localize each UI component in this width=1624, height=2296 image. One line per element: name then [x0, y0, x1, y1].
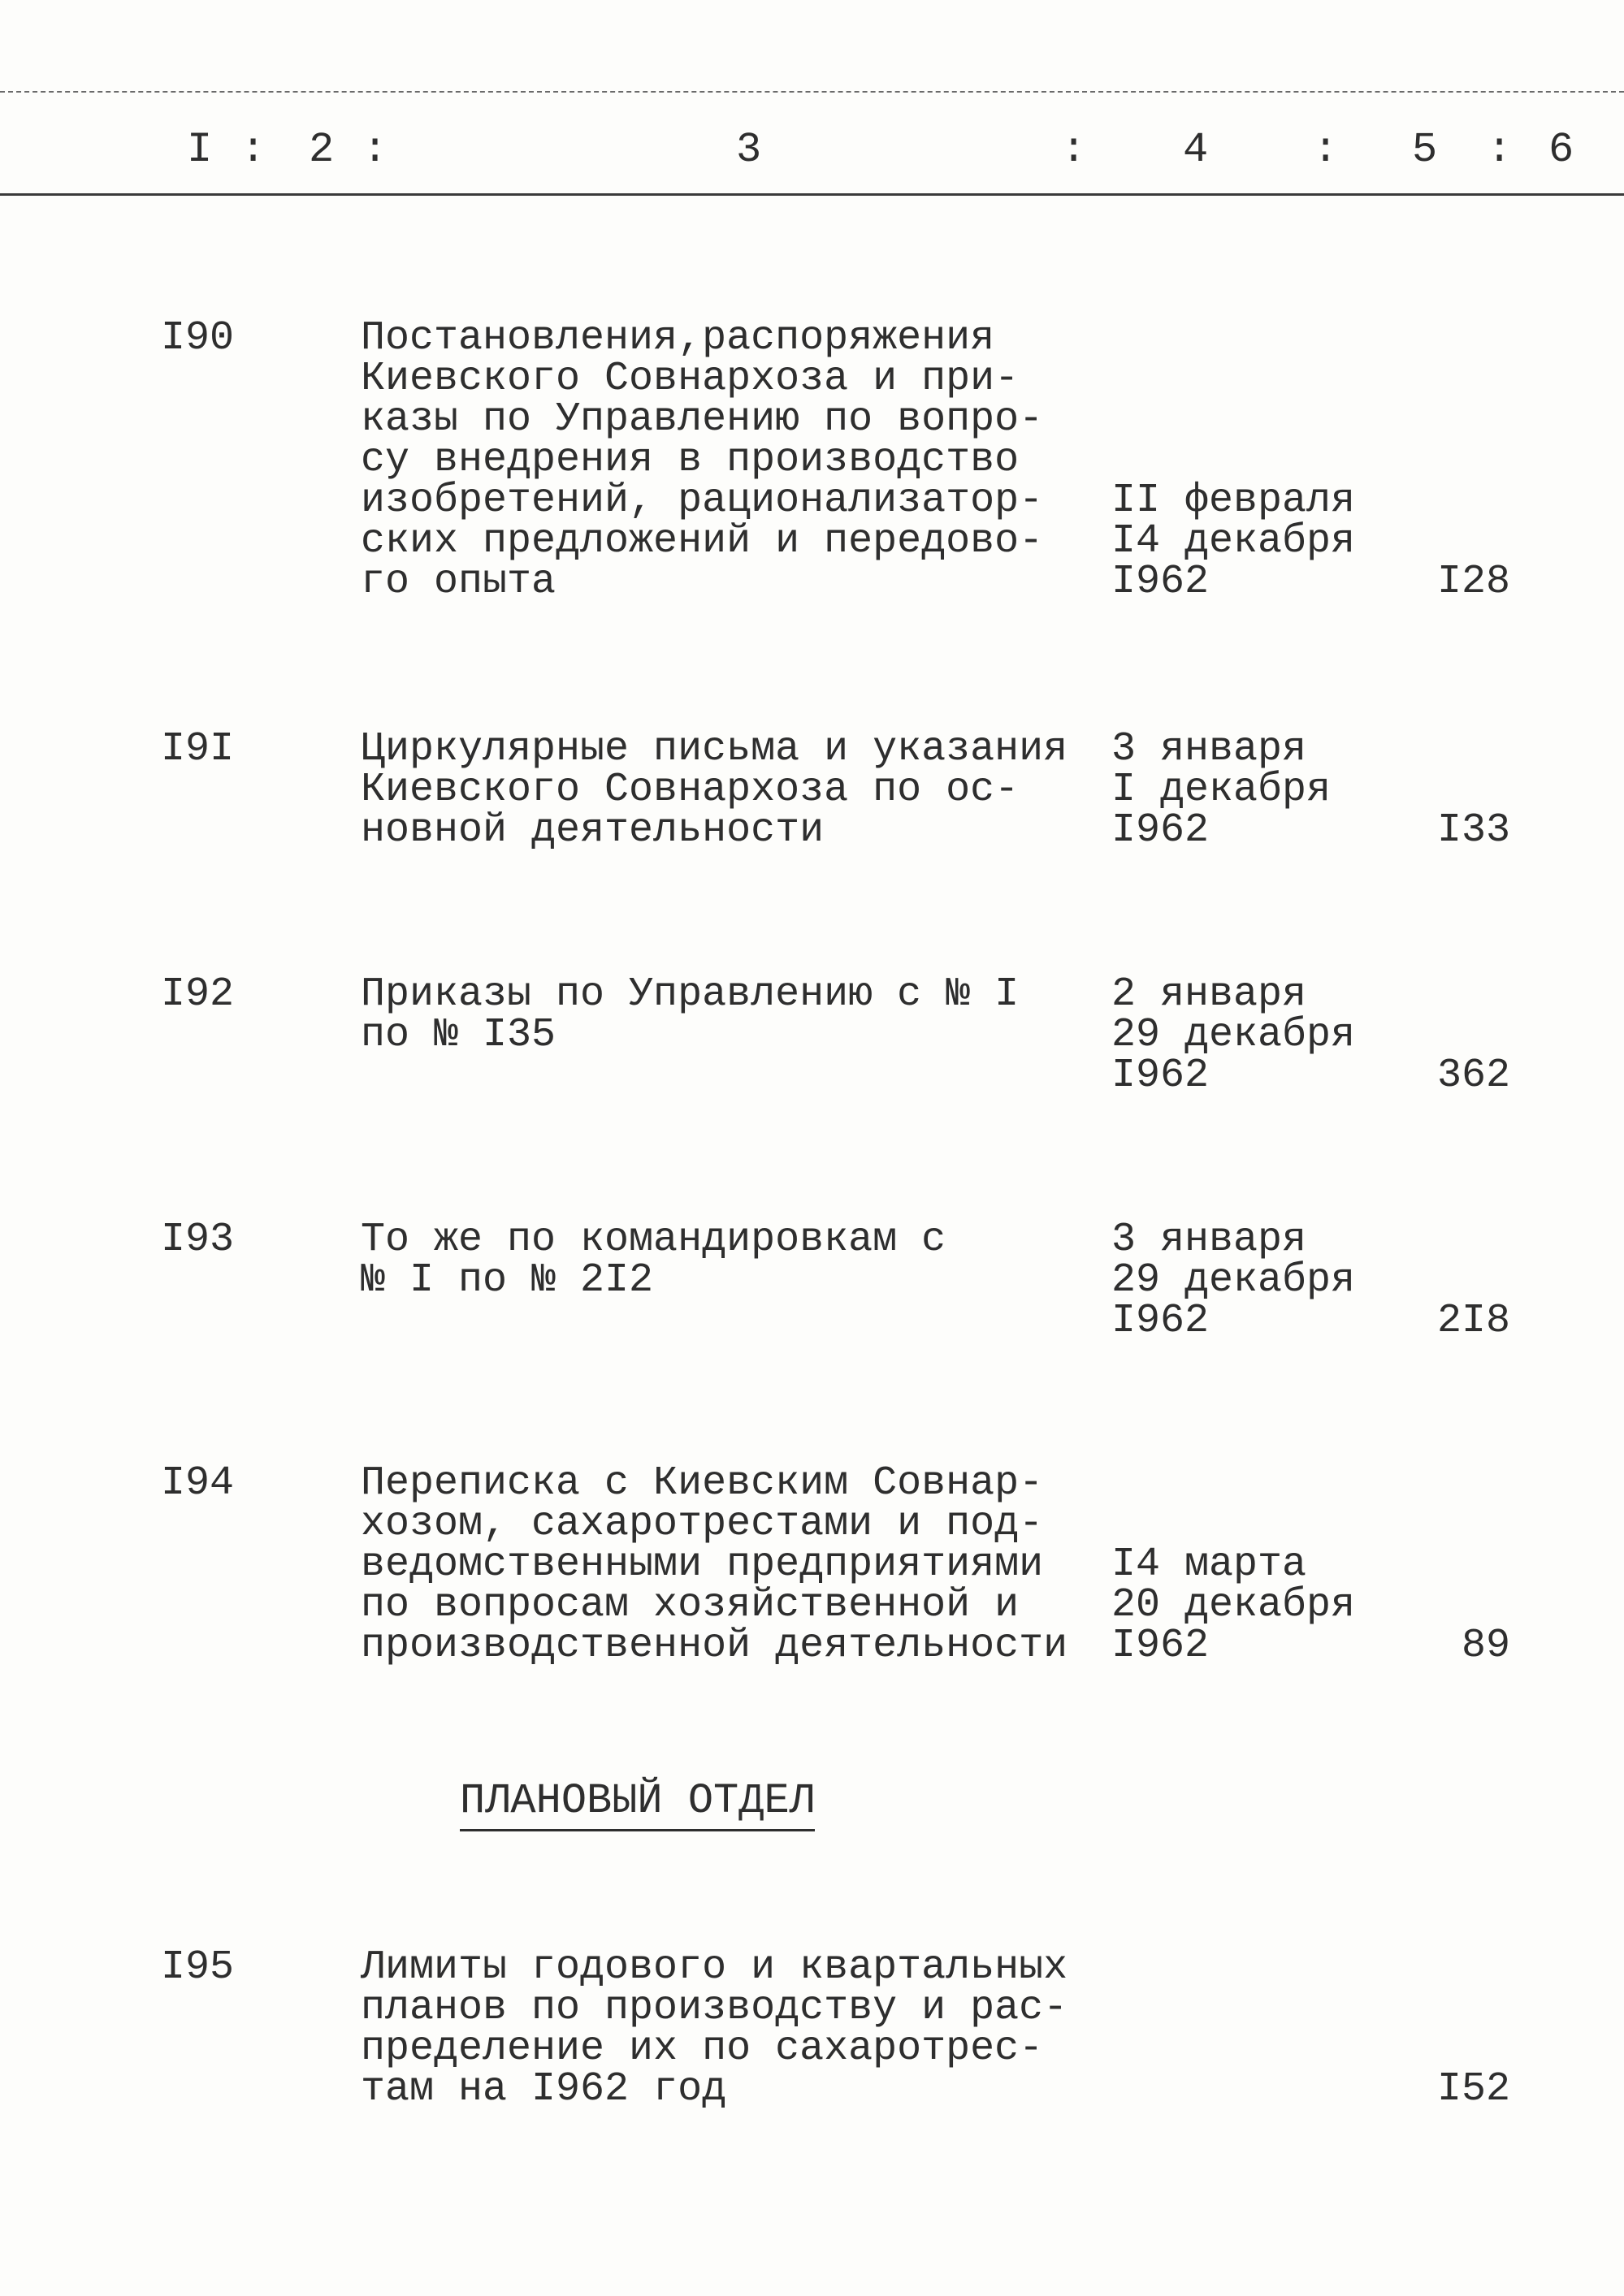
entry-title-line: Постановления,распоряжения — [361, 315, 995, 361]
entry-sheet-count: 89 — [1461, 1623, 1510, 1669]
column-separator: : — [1313, 126, 1339, 174]
column-separator: : — [240, 126, 266, 174]
entry-title-line: производственной деятельности — [361, 1623, 1068, 1669]
entry-date-start: 3 января — [1111, 726, 1307, 772]
entry-sheet-count: 362 — [1436, 1053, 1510, 1099]
entry-sheet-count: I28 — [1436, 559, 1510, 605]
column-header-3: 3 — [736, 126, 762, 174]
entry-date-end: 29 декабря — [1111, 1257, 1356, 1304]
column-header-1: I — [187, 126, 213, 174]
entry-number: I95 — [161, 1944, 235, 1991]
top-dashed-rule — [0, 91, 1624, 93]
entry-title-line: там на I962 год — [361, 2066, 727, 2112]
entry-title-line: изобретений, рационализатор- — [361, 478, 1044, 524]
entry-year: I962 — [1111, 1053, 1210, 1099]
entry-title-line: Циркулярные письма и указания — [361, 726, 1068, 772]
entry-title-line: по № I35 — [361, 1012, 556, 1058]
entry-date-start: I4 марта — [1111, 1541, 1307, 1588]
entry-date-start: 3 января — [1111, 1217, 1307, 1263]
column-header-6: 6 — [1548, 126, 1574, 174]
entry-title — [361, 1217, 1108, 1304]
entry-title-line: ских предложений и передово- — [361, 518, 1044, 564]
section-heading: ПЛАНОВЫЙ ОТДЕЛ — [460, 1777, 815, 1831]
entry-year: I962 — [1111, 1298, 1210, 1344]
entry-number: I9I — [161, 726, 235, 772]
entry-title-line: № I по № 2I2 — [361, 1257, 654, 1304]
entry-title — [361, 726, 1108, 854]
entry-title-line: ведомственными предприятиями — [361, 1541, 1044, 1588]
entry-title — [361, 971, 1108, 1058]
entry-sheet-count: I33 — [1436, 807, 1510, 854]
column-separator: : — [1487, 126, 1513, 174]
column-separator: : — [362, 126, 388, 174]
entry-title-line: Лимиты годового и квартальных — [361, 1944, 1068, 1991]
column-header-row — [0, 122, 1624, 179]
entry-title-line: Киевского Совнархоза по ос- — [361, 767, 1020, 813]
header-bottom-rule — [0, 193, 1624, 196]
column-header-4: 4 — [1183, 126, 1209, 174]
entry-title-line: хозом, сахаротрестами и под- — [361, 1501, 1044, 1547]
entry-sheet-count: I52 — [1436, 2066, 1510, 2112]
entry-title-line: планов по производству и рас- — [361, 1985, 1068, 2031]
entry-year: I962 — [1111, 1623, 1210, 1669]
entry-title-line: пределение их по сахаротрес- — [361, 2026, 1044, 2072]
column-separator: : — [1061, 126, 1087, 174]
entry-title-line: Киевского Совнархоза и при- — [361, 356, 1020, 402]
entry-date-end: 20 декабря — [1111, 1582, 1356, 1628]
entry-title — [361, 1460, 1108, 1669]
entry-title-line: То же по командировкам с — [361, 1217, 946, 1263]
entry-title-line: го опыта — [361, 559, 556, 605]
entry-title-line: новной деятельности — [361, 807, 825, 854]
entry-year: I962 — [1111, 807, 1210, 854]
entry-title-line: казы по Управлению по вопро- — [361, 396, 1044, 443]
entry-date-end: 29 декабря — [1111, 1012, 1356, 1058]
entry-date-end: I декабря — [1111, 767, 1332, 813]
entry-number: I94 — [161, 1460, 235, 1507]
entry-date-end: I4 декабря — [1111, 518, 1356, 564]
entry-title-line: Приказы по Управлению с № I — [361, 971, 1020, 1018]
entry-date-start: II февраля — [1111, 478, 1356, 524]
entry-number: I90 — [161, 315, 235, 361]
entry-date-start: 2 января — [1111, 971, 1307, 1018]
entry-number: I92 — [161, 971, 235, 1018]
entry-title — [361, 315, 1108, 605]
entry-year: I962 — [1111, 559, 1210, 605]
entry-title-line: Переписка с Киевским Совнар- — [361, 1460, 1044, 1507]
entry-number: I93 — [161, 1217, 235, 1263]
entry-title-line: су внедрения в производство — [361, 437, 1020, 483]
column-header-5: 5 — [1412, 126, 1438, 174]
entry-title — [361, 1944, 1108, 2112]
column-header-2: 2 — [309, 126, 335, 174]
entry-sheet-count: 2I8 — [1436, 1298, 1510, 1344]
entry-title-line: по вопросам хозяйственной и — [361, 1582, 1020, 1628]
